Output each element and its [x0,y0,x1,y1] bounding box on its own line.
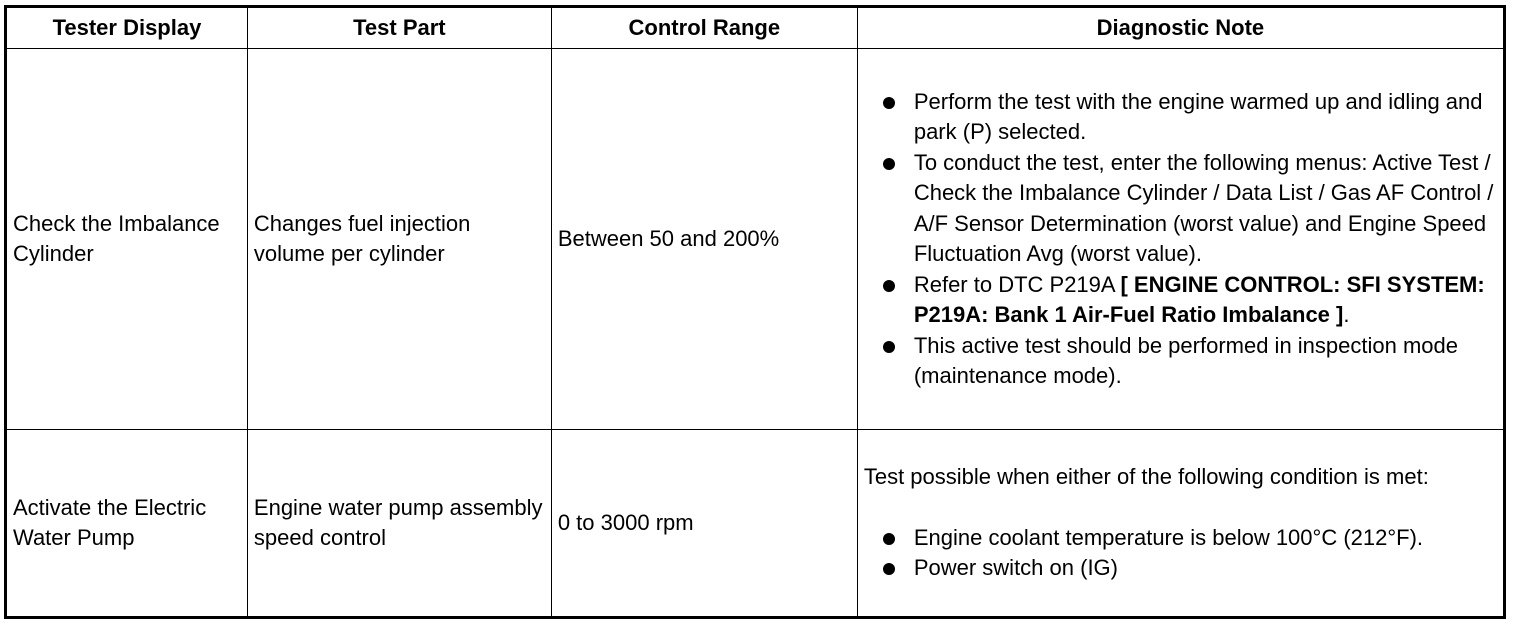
active-test-table-page [4,5,1506,617]
header-control-range: Control Range [551,7,857,49]
note-text: Engine coolant temperature is below 100°C (212°F). [913,524,1424,550]
cell-control-range [551,430,857,618]
control-range-text: 0 to 3000 rpm [557,509,694,535]
note-text-prefix: Refer to DTC P219A [913,271,1121,297]
note-text: To conduct the test, enter the following menus: Active Test / Check the Imbalance Cylinder / Data List / Gas AF Control / A/F Sensor Determination (worst value) and Engine Speed Fluctuation Avg (worst value). [913,149,1494,266]
test-part-text: Engine water pump assembly speed control [253,494,543,550]
note-text-suffix: . [1343,302,1350,327]
bullet-icon [883,97,895,109]
cell-test-part [247,49,551,430]
note-lead-text: Test possible when either of the following condition is met: [863,464,1429,490]
dtc-reference-link[interactable]: [ ENGINE CONTROL: SFI SYSTEM: P219A: Bank 1 Air-Fuel Ratio Imbalance ] [913,271,1485,327]
bullet-icon [883,563,895,575]
bullet-icon [883,280,895,292]
table-header-row [6,7,1505,49]
header-diagnostic-note: Diagnostic Note [857,7,1504,49]
active-test-table [4,5,1506,619]
bullet-icon [883,533,895,545]
note-text: Power switch on (IG) [913,555,1118,581]
cell-diagnostic-note [857,430,1504,618]
bullet-icon [883,341,895,353]
header-tester-display: Tester Display [6,7,248,49]
cell-diagnostic-note [857,49,1504,430]
cell-tester-display [6,430,248,618]
list-item [864,523,1497,554]
diagnostic-note-list [864,523,1497,584]
control-range-text: Between 50 and 200% [557,225,780,251]
list-item [864,553,1497,584]
tester-display-text: Check the Imbalance Cylinder [13,210,220,266]
list-item [864,331,1497,392]
table-row [6,430,1505,618]
header-test-part: Test Part [247,7,551,49]
note-text: Perform the test with the engine warmed up and idling and park (P) selected. [913,88,1483,144]
cell-control-range [551,49,857,430]
table-row [6,49,1505,430]
list-item [864,270,1497,331]
list-item [864,87,1497,148]
cell-tester-display [6,49,248,430]
note-text: This active test should be performed in inspection mode (maintenance mode). [913,332,1459,388]
cell-test-part [247,430,551,618]
list-item [864,148,1497,270]
tester-display-text: Activate the Electric Water Pump [13,494,207,550]
bullet-icon [883,158,895,170]
diagnostic-note-list [864,87,1497,392]
test-part-text: Changes fuel injection volume per cylinder [253,210,471,266]
